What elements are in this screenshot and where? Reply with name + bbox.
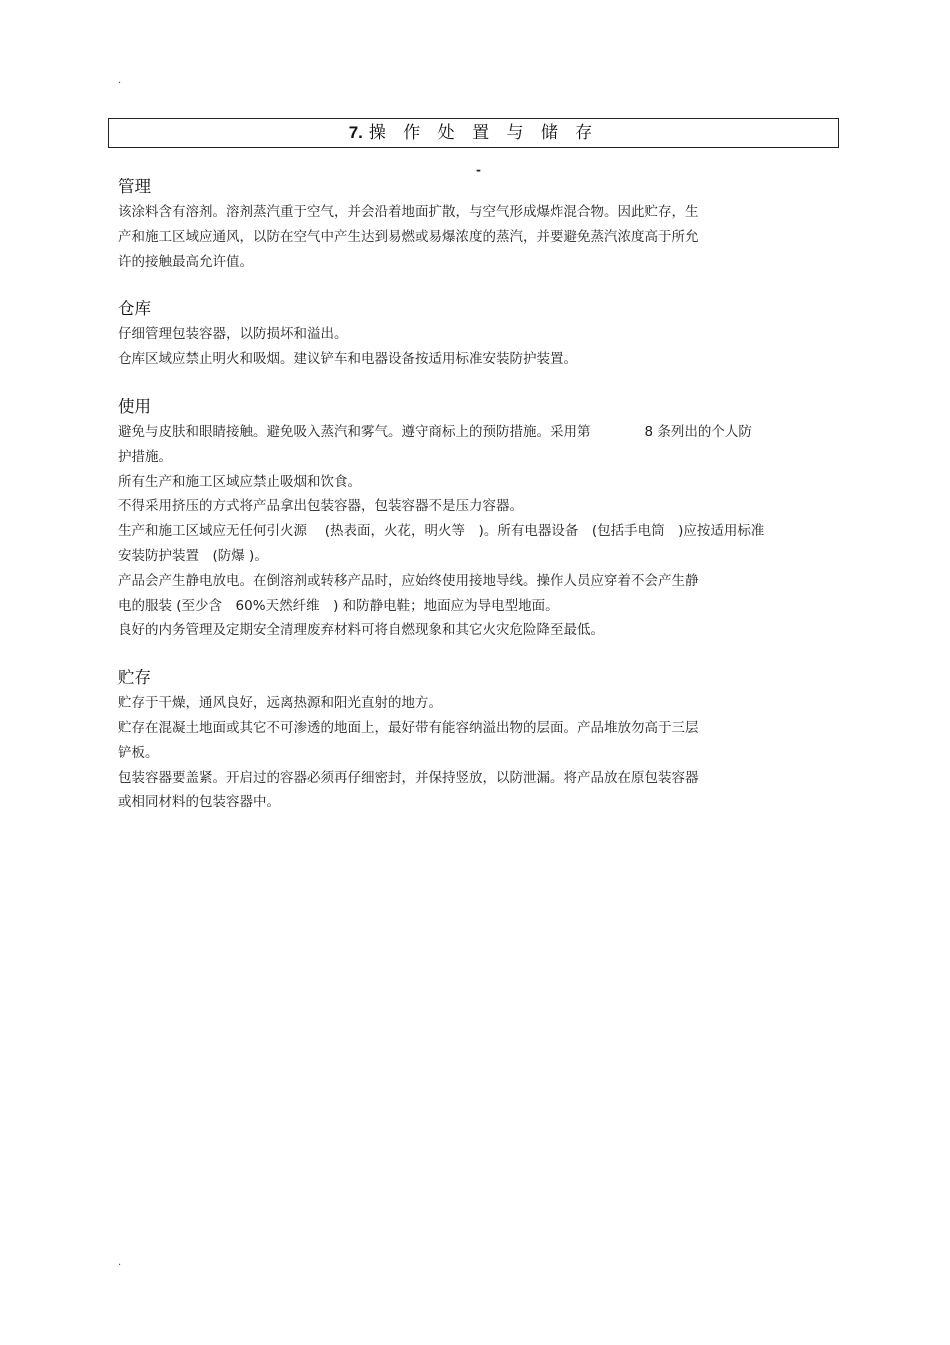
section-title: 仓库 — [118, 299, 151, 319]
section-usage — [118, 396, 833, 643]
section-warehouse — [118, 298, 833, 372]
section-gap — [118, 643, 833, 667]
paragraph-line: 电的服装 (至少含 60%天然纤维 ) 和防静电鞋；地面应为导电型地面。 — [118, 597, 559, 614]
section-title: 管理 — [118, 177, 151, 196]
paragraph-line: 避免与皮肤和眼睛接触。避免吸入蒸汽和雾气。遵守商标上的预防措施。采用第 8 条列出的个人防 — [118, 423, 752, 440]
section-management — [118, 176, 833, 274]
paragraph-line: 良好的内务管理及定期安全清理废弃材料可将自燃现象和其它火灾危险降至最低。 — [118, 622, 604, 639]
section-title: 使用 — [118, 396, 151, 416]
section-title: 贮存 — [118, 668, 151, 688]
page-marker-bottom: . — [118, 1257, 122, 1268]
page-marker-top: . — [118, 75, 122, 86]
separator-mark: - — [476, 163, 481, 177]
paragraph-line: 生产和施工区域应无任何引火源 (热表面，火花，明火等 )。所有电器设备 (包括手电筒 )应按适用标准 — [118, 523, 765, 540]
section-gap — [118, 372, 833, 396]
heading-text: 操 作 处 置 与 储 存 — [368, 123, 599, 143]
paragraph-line: 贮存在混凝土地面或其它不可渗透的地面上，最好带有能容纳溢出物的层面。产品堆放勿高于三层 — [118, 719, 699, 736]
paragraph-line: 所有生产和施工区域应禁止吸烟和饮食。 — [118, 473, 361, 490]
paragraph-line: 安装防护装置 (防爆 )。 — [118, 547, 268, 564]
paragraph-line: 或相同材料的包装容器中。 — [118, 794, 280, 811]
paragraph-line: 产品会产生静电放电。在倒溶剂或转移产品时，应始终使用接地导线。操作人员应穿着不会产生静 — [118, 572, 699, 589]
paragraph-line: 产和施工区域应通风，以防在空气中产生达到易燃或易爆浓度的蒸汽，并要避免蒸汽浓度高于所允 — [118, 228, 699, 245]
heading-number: 7. — [348, 123, 363, 142]
section-gap — [118, 274, 833, 298]
section-storage — [118, 667, 833, 815]
paragraph-line: 铲板。 — [118, 744, 159, 761]
paragraph-line: 护措施。 — [118, 448, 172, 465]
paragraph-line: 许的接触最高允许值。 — [118, 253, 253, 270]
section-heading — [108, 118, 839, 148]
paragraph-line: 仔细管理包装容器，以防损坏和溢出。 — [118, 326, 348, 343]
paragraph-line: 包装容器要盖紧。开启过的容器必须再仔细密封，并保持竖放，以防泄漏。将产品放在原包装容器 — [118, 769, 699, 786]
paragraph-line: 仓库区域应禁止明火和吸烟。建议铲车和电器设备按适用标准安装防护装置。 — [118, 351, 577, 368]
paragraph-line: 不得采用挤压的方式将产品拿出包装容器，包装容器不是压力容器。 — [118, 498, 523, 515]
paragraph-line: 该涂料含有溶剂。溶剂蒸汽重于空气，并会沿着地面扩散，与空气形成爆炸混合物。因此贮存，生 — [118, 204, 699, 220]
paragraph-line: 贮存于干燥，通风良好，远离热源和阳光直射的地方。 — [118, 695, 442, 712]
document-body — [118, 176, 833, 815]
